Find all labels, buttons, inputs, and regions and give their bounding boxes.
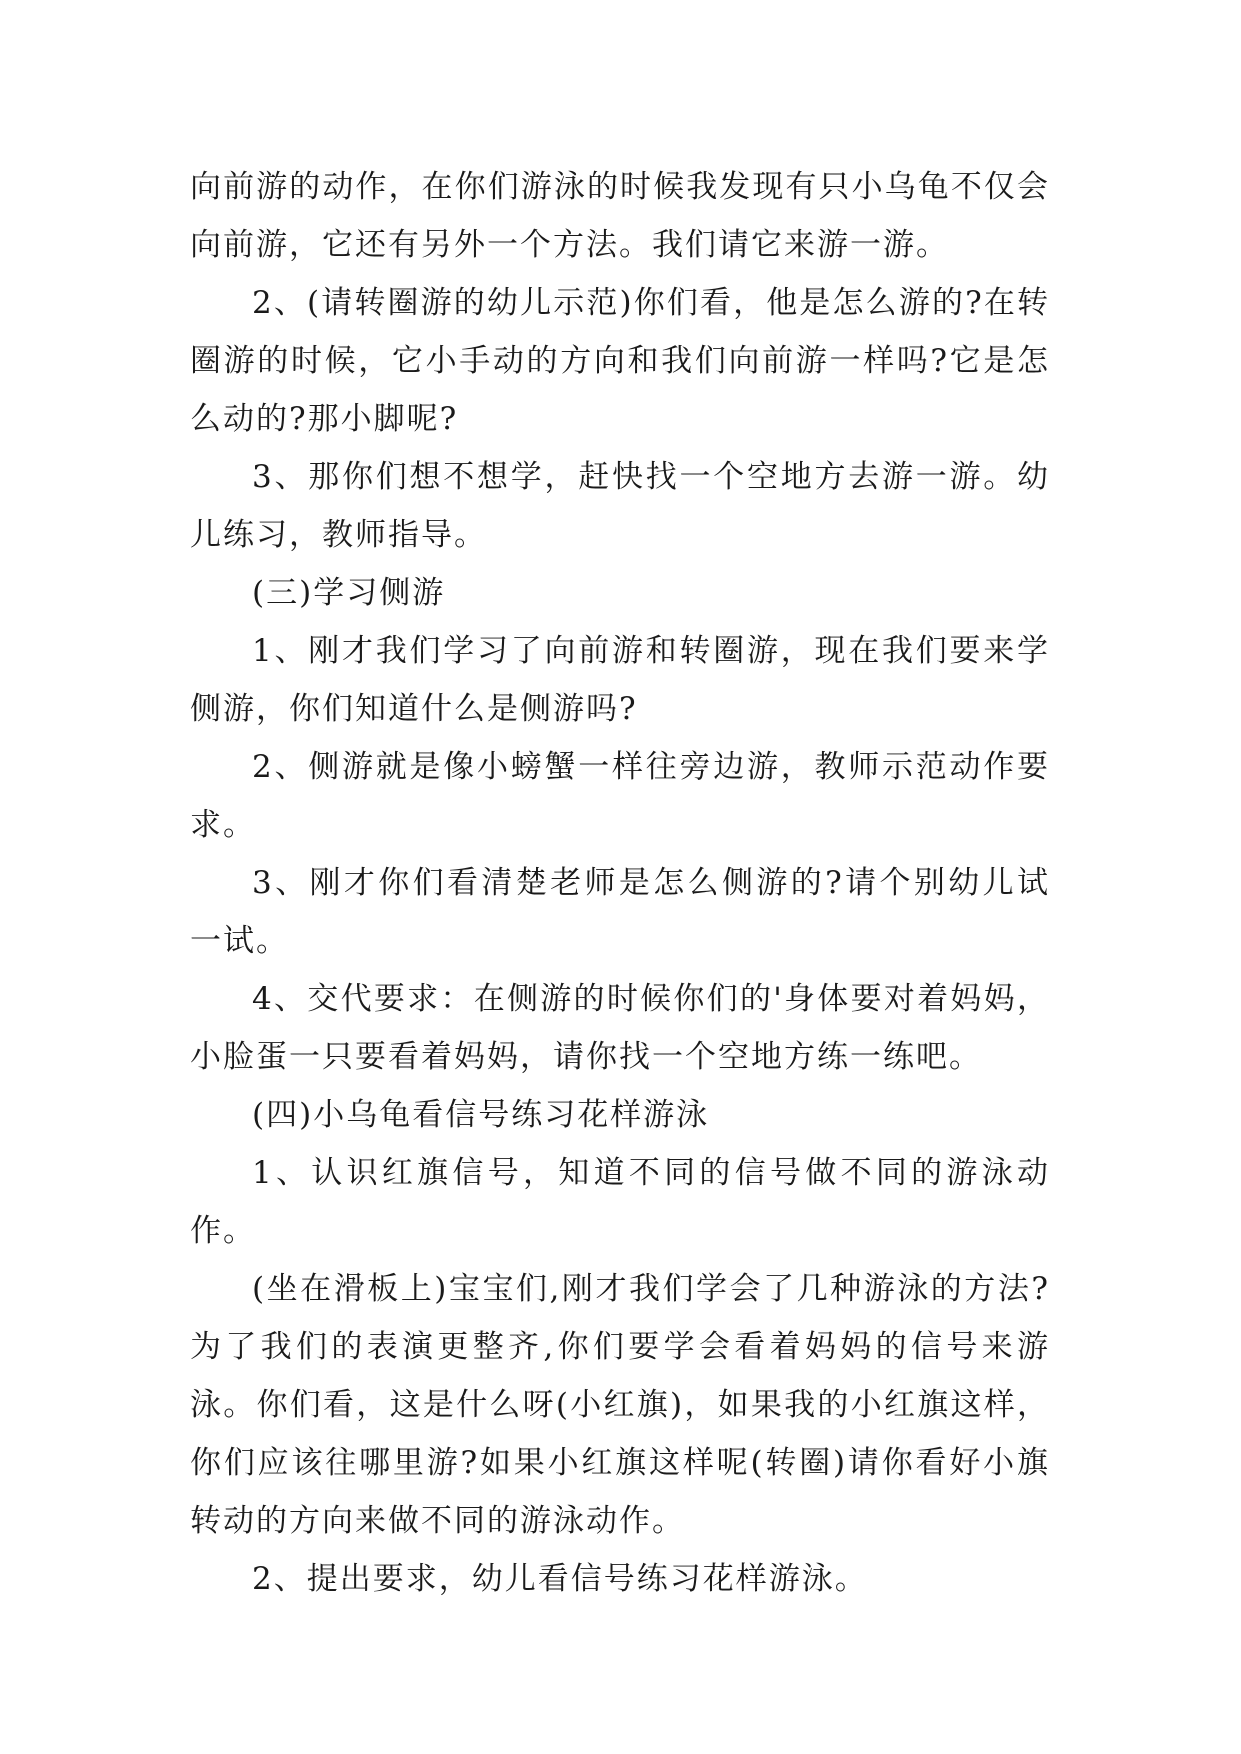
- document-page: [190, 158, 1050, 1608]
- paragraph-item-1-red-flag: 1、认识红旗信号，知道不同的信号做不同的游泳动作。: [190, 1155, 1050, 1249]
- paragraph-skateboard: (坐在滑板上)宝宝们,刚才我们学会了几种游泳的方法?为了我们的表演更整齐,你们要学会看着妈妈的信号来游泳。你们看，这是什么呀(小红旗)，如果我的小红旗这样，你们应该往哪里游?如果小红旗这样呢(转圈)请你看好小旗转动的方向来做不同的游泳动作。: [190, 1271, 1050, 1539]
- paragraph-item-4-requirements: 4、交代要求：在侧游的时候你们的'身体要对着妈妈，小脸蛋一只要看着妈妈，请你找一个空地方练一练吧。: [190, 981, 1050, 1075]
- paragraph-item-3-practice: 3、那你们想不想学，赶快找一个空地方去游一游。幼儿练习，教师指导。: [190, 459, 1050, 553]
- paragraph-item-2-signal-practice: 2、提出要求，幼儿看信号练习花样游泳。: [252, 1561, 868, 1597]
- section-heading-signal-swim: (四)小乌龟看信号练习花样游泳: [252, 1097, 710, 1133]
- paragraph-item-2-crab: 2、侧游就是像小螃蟹一样往旁边游，教师示范动作要求。: [190, 749, 1050, 843]
- paragraph-item-1-side-swim: 1、刚才我们学习了向前游和转圈游，现在我们要来学侧游，你们知道什么是侧游吗?: [190, 633, 1050, 727]
- paragraph-item-2-spin-swim: 2、(请转圈游的幼儿示范)你们看，他是怎么游的?在转圈游的时候，它小手动的方向和我们向前游一样吗?它是怎么动的?那小脚呢?: [190, 285, 1050, 437]
- section-heading-side-swim: (三)学习侧游: [252, 575, 446, 611]
- paragraph-continuation: 向前游的动作，在你们游泳的时候我发现有只小乌龟不仅会向前游，它还有另外一个方法。我们请它来游一游。: [190, 169, 1050, 263]
- paragraph-item-3-try: 3、刚才你们看清楚老师是怎么侧游的?请个别幼儿试一试。: [190, 865, 1050, 959]
